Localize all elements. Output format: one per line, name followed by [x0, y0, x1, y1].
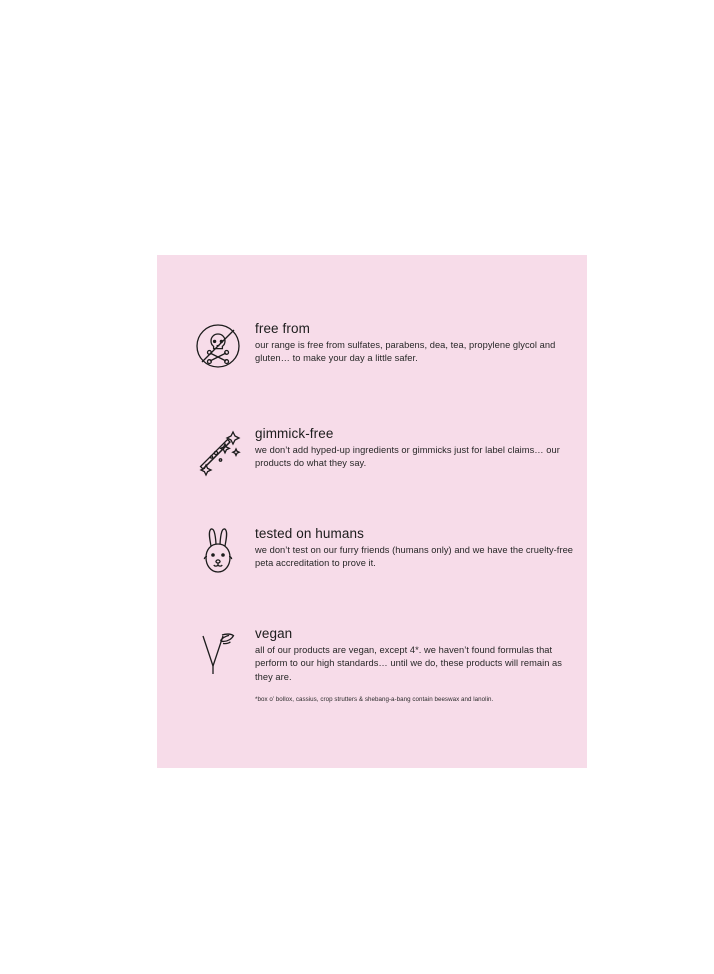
feature-list [157, 255, 587, 768]
feature-title: gimmick-free [255, 426, 334, 441]
bunny-rabbit-face-icon [187, 520, 249, 582]
feature-title: free from [255, 321, 310, 336]
leaf-sprout-vegan-icon [187, 620, 249, 682]
feature-body: we don’t test on our furry friends (humans only) and we have the cruelty-free peta accreditation to prove it. [255, 545, 574, 569]
feature-text [255, 315, 575, 366]
list-item [187, 315, 575, 377]
feature-body: our range is free from sulfates, parabens, dea, tea, propylene glycol and gluten… to make your day a little safer. [255, 340, 556, 364]
skull-crossbones-no-entry-icon [187, 315, 249, 377]
feature-footnote: *box o’ bollox, cassius, crop strutters & shebang-a-bang contain beeswax and lanolin. [255, 696, 494, 704]
list-item [187, 420, 575, 482]
list-item [187, 520, 575, 582]
feature-title: tested on humans [255, 526, 364, 541]
feature-body: we don’t add hyped-up ingredients or gimmicks just for label claims… our products do what they say. [255, 445, 560, 469]
feature-text [255, 620, 575, 703]
list-item [187, 620, 575, 703]
feature-title: vegan [255, 626, 293, 641]
magic-wand-sparkles-icon [187, 420, 249, 482]
feature-text [255, 420, 575, 471]
feature-body: all of our products are vegan, except 4*. we haven’t found formulas that perform to our high standards… until we do, these products will remain as they are. [255, 645, 562, 682]
info-panel [157, 255, 587, 768]
feature-text [255, 520, 575, 571]
